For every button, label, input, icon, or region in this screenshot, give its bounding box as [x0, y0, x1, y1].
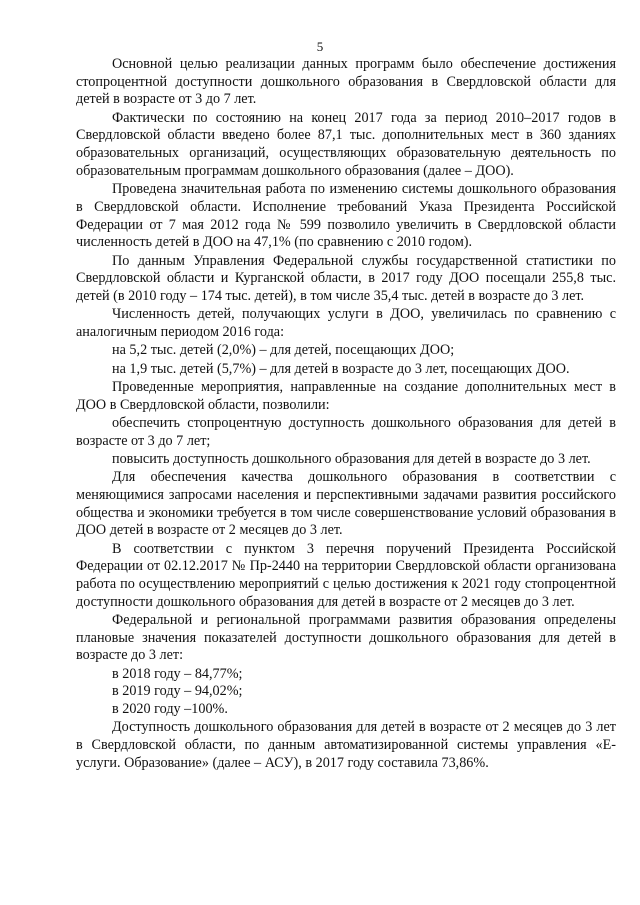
page-number: 5	[316, 39, 324, 54]
list-item-2018: в 2018 году – 84,77%;	[112, 665, 243, 682]
paragraph-statistics: По данным Управления Федеральной службы государственной статистики по Свердловской области и Курганской области, в 2017 году ДОО посещали 255,8 тыс. детей (в 2010 году – 174 тыс. детей), в том числе 35,4 тыс. детей в возрасте до 3 лет.	[76, 252, 616, 304]
paragraph-growth-intro: Численность детей, получающих услуги в ДОО, увеличилась по сравнению с аналогичным периодом 2016 года:	[76, 306, 616, 340]
list-item-increase-availability: повысить доступность дошкольного образования для детей в возрасте до 3 лет.	[112, 450, 591, 467]
list-item-full-availability: обеспечить стопроцентную доступность дошкольного образования для детей в возрасте от 3 до 7 лет;	[76, 414, 616, 449]
document-body	[76, 56, 616, 773]
paragraph-program-goal: Основной целью реализации данных программ было обеспечение достижения стопроцентной доступности дошкольного образования в Свердловской области для детей в возрасте от 3 до 7 лет.	[76, 56, 616, 108]
paragraph-asu-availability: Доступность дошкольного образования для детей в возрасте от 2 месяцев до 3 лет в Свердловской области, по данным автоматизированной системы управления «Е-услуги. Образование» (далее – АСУ), в 2017 году составила 73,86%.	[76, 719, 616, 771]
paragraph-presidential-order: В соответствии с пунктом 3 перечня поручений Президента Российской Федерации от 02.12.2017 № Пр-2440 на территории Свердловской области организована работа по осуществлению мероприятий с целью достижения к 2021 году стопроцентной доступности дошкольного образования для детей в возрасте от 2 месяцев до 3 лет.	[76, 540, 616, 610]
paragraph-measures-intro: Проведенные мероприятия, направленные на создание дополнительных мест в ДОО в Свердловской области, позволили:	[76, 378, 616, 413]
paragraph-decree-results: Проведена значительная работа по изменению системы дошкольного образования в Свердловской области. Исполнение требований Указа Президента Российской Федерации от 7 мая 2012 года № 599 позволило увеличить в Свердловской области численность детей в ДОО на 47,1% (по сравнению с 2010 годом).	[76, 181, 616, 251]
list-item-2020: в 2020 году –100%.	[112, 701, 228, 718]
paragraph-planned-values: Федеральной и региональной программами развития образования определены плановые значения показателей доступности дошкольного образования для детей в возрасте до 3 лет:	[76, 611, 616, 664]
paragraph-quality: Для обеспечения качества дошкольного образования в соответствии с меняющимися запросами населения и перспективными задачами развития российского общества и экономики требуется в том числе совершенствование условий образования в ДОО детей в возрасте от 2 месяцев до 3 лет.	[76, 469, 616, 539]
paragraph-new-places: Фактически по состоянию на конец 2017 года за период 2010–2017 годов в Свердловской области введено более 87,1 тыс. дополнительных мест в 360 зданиях образовательных организаций, осуществляющих образовательную деятельность по образовательным программам дошкольного образования (далее – ДОО).	[76, 109, 616, 179]
list-item-growth-under-3: на 1,9 тыс. детей (5,7%) – для детей в возрасте до 3 лет, посещающих ДОО.	[112, 360, 570, 377]
list-item-2019: в 2019 году – 94,02%;	[112, 683, 243, 700]
list-item-growth-all: на 5,2 тыс. детей (2,0%) – для детей, посещающих ДОО;	[112, 342, 455, 359]
